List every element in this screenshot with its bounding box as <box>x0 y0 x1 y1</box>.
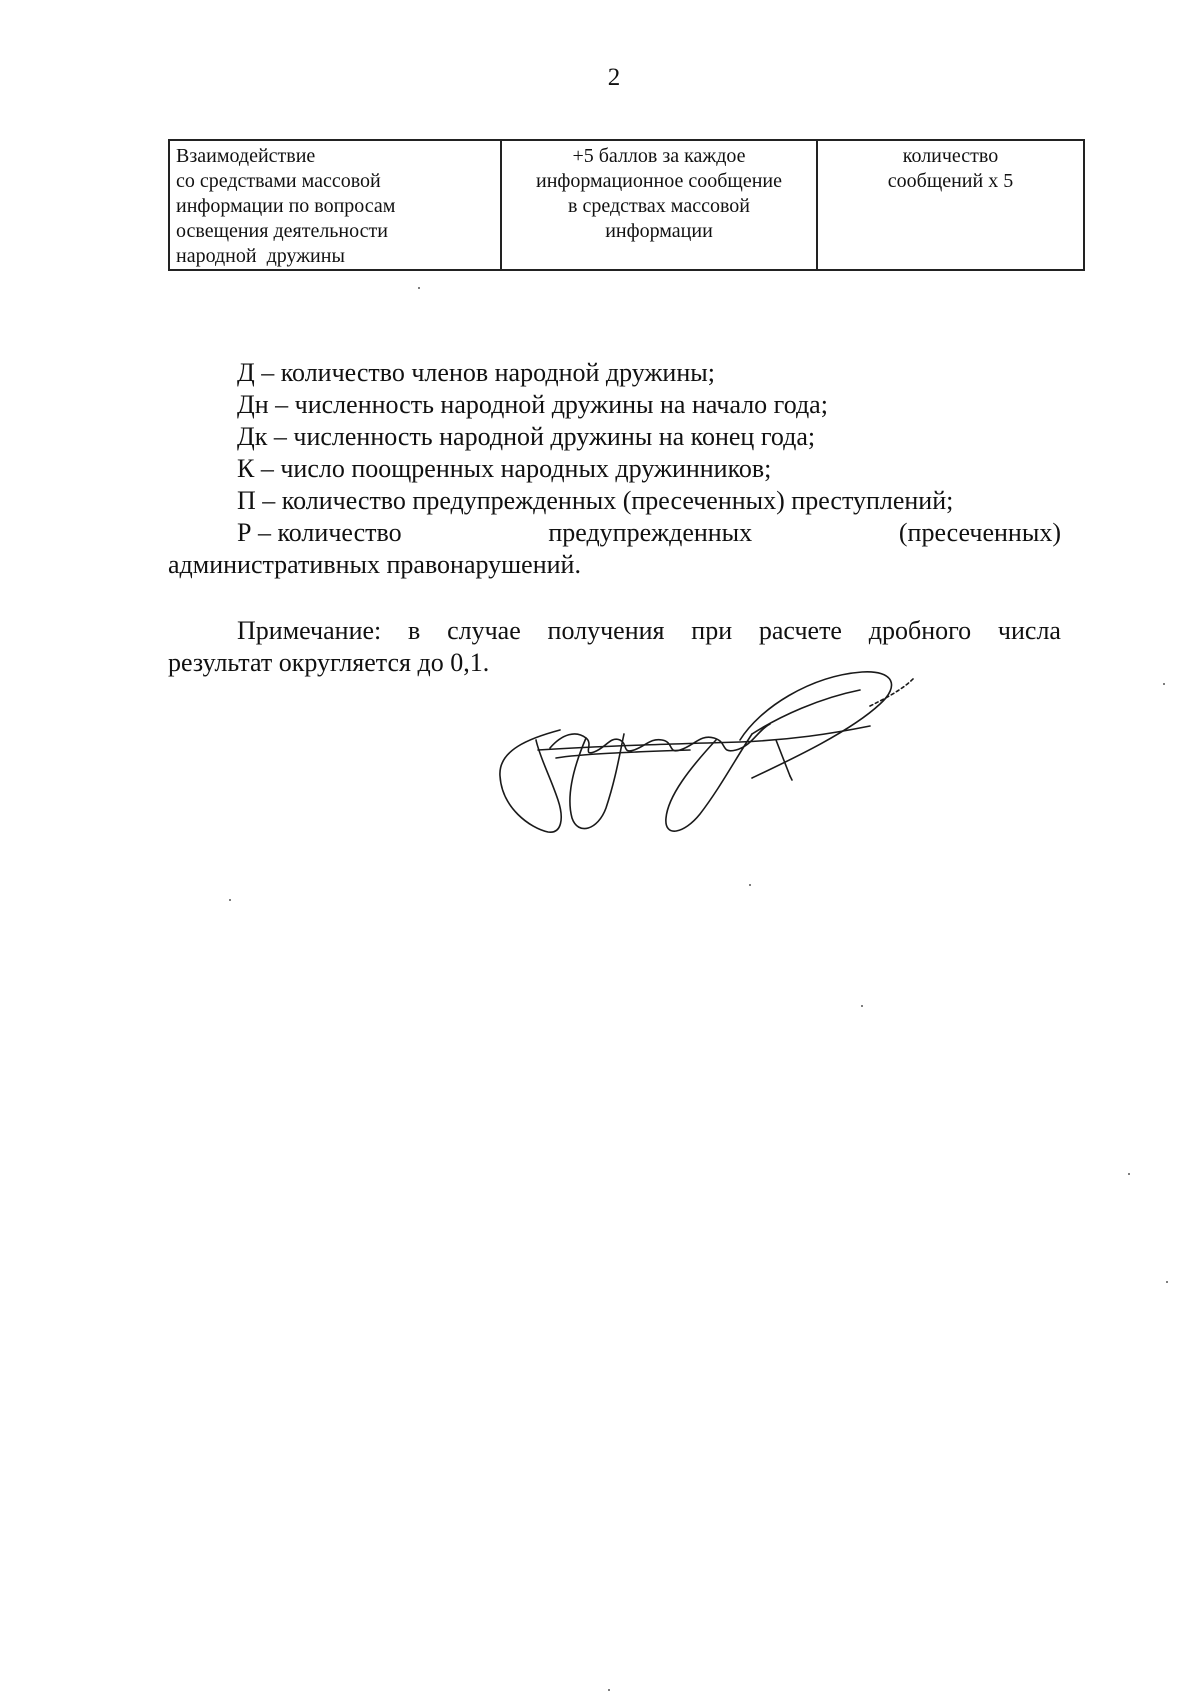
note-word: получения <box>547 616 665 645</box>
table-cell-formula <box>817 140 1084 270</box>
scan-speck <box>229 899 231 901</box>
note-word: при <box>691 616 733 645</box>
note-word: Примечание: <box>237 616 382 645</box>
note-word: числа <box>997 616 1061 645</box>
scan-speck <box>749 884 751 886</box>
definition-k: К – число поощренных народных дружинников; <box>237 454 772 483</box>
definition-d: Д – количество членов народной дружины; <box>237 358 715 387</box>
cell-text-line: Взаимодействие <box>176 145 316 167</box>
definition-r-word: (пресеченных) <box>898 518 1061 547</box>
cell-text-line: со средствами массовой <box>176 170 381 192</box>
signature <box>490 668 950 848</box>
scan-speck <box>608 1689 610 1691</box>
definition-r-word: Р – количество <box>237 518 402 547</box>
cell-text-line: народной дружины <box>176 245 345 267</box>
cell-text-line: сообщений х 5 <box>887 170 1014 192</box>
note-line <box>168 615 1061 647</box>
note-word: расчете <box>758 616 842 645</box>
definition-dk: Дк – численность народной дружины на конец года; <box>237 422 816 451</box>
cell-text-line: в средствах массовой <box>568 195 750 217</box>
note-word: случае <box>447 616 521 645</box>
criteria-table <box>168 139 1085 271</box>
cell-text-line: информационное сообщение <box>535 170 782 192</box>
cell-text-line: количество <box>902 145 999 167</box>
table-cell-criterion <box>169 140 501 270</box>
cell-text-line: +5 баллов за каждое <box>572 145 746 167</box>
definitions-block <box>168 357 1061 581</box>
note-word: дробного <box>868 616 972 645</box>
page-number: 2 <box>607 64 621 91</box>
scan-speck <box>418 287 420 289</box>
scan-speck <box>1128 1173 1130 1175</box>
scan-speck <box>861 1005 863 1007</box>
cell-text-line: информации по вопросам <box>176 195 396 217</box>
cell-text-line: освещения деятельности <box>176 220 388 242</box>
definition-r <box>168 517 1061 549</box>
note-word: в <box>408 616 421 645</box>
definition-r-word: предупрежденных <box>548 518 753 547</box>
cell-text-line: информации <box>605 220 713 242</box>
scan-speck <box>1166 1281 1168 1283</box>
note-line: результат округляется до 0,1. <box>168 648 490 677</box>
definition-p: П – количество предупрежденных (пресеченных) преступлений; <box>237 486 954 515</box>
table-cell-points <box>501 140 817 270</box>
definition-dn: Дн – численность народной дружины на начало года; <box>237 390 828 419</box>
scan-speck <box>1163 683 1165 685</box>
table-row <box>169 140 1084 270</box>
definition-r-continuation: административных правонарушений. <box>168 550 581 579</box>
